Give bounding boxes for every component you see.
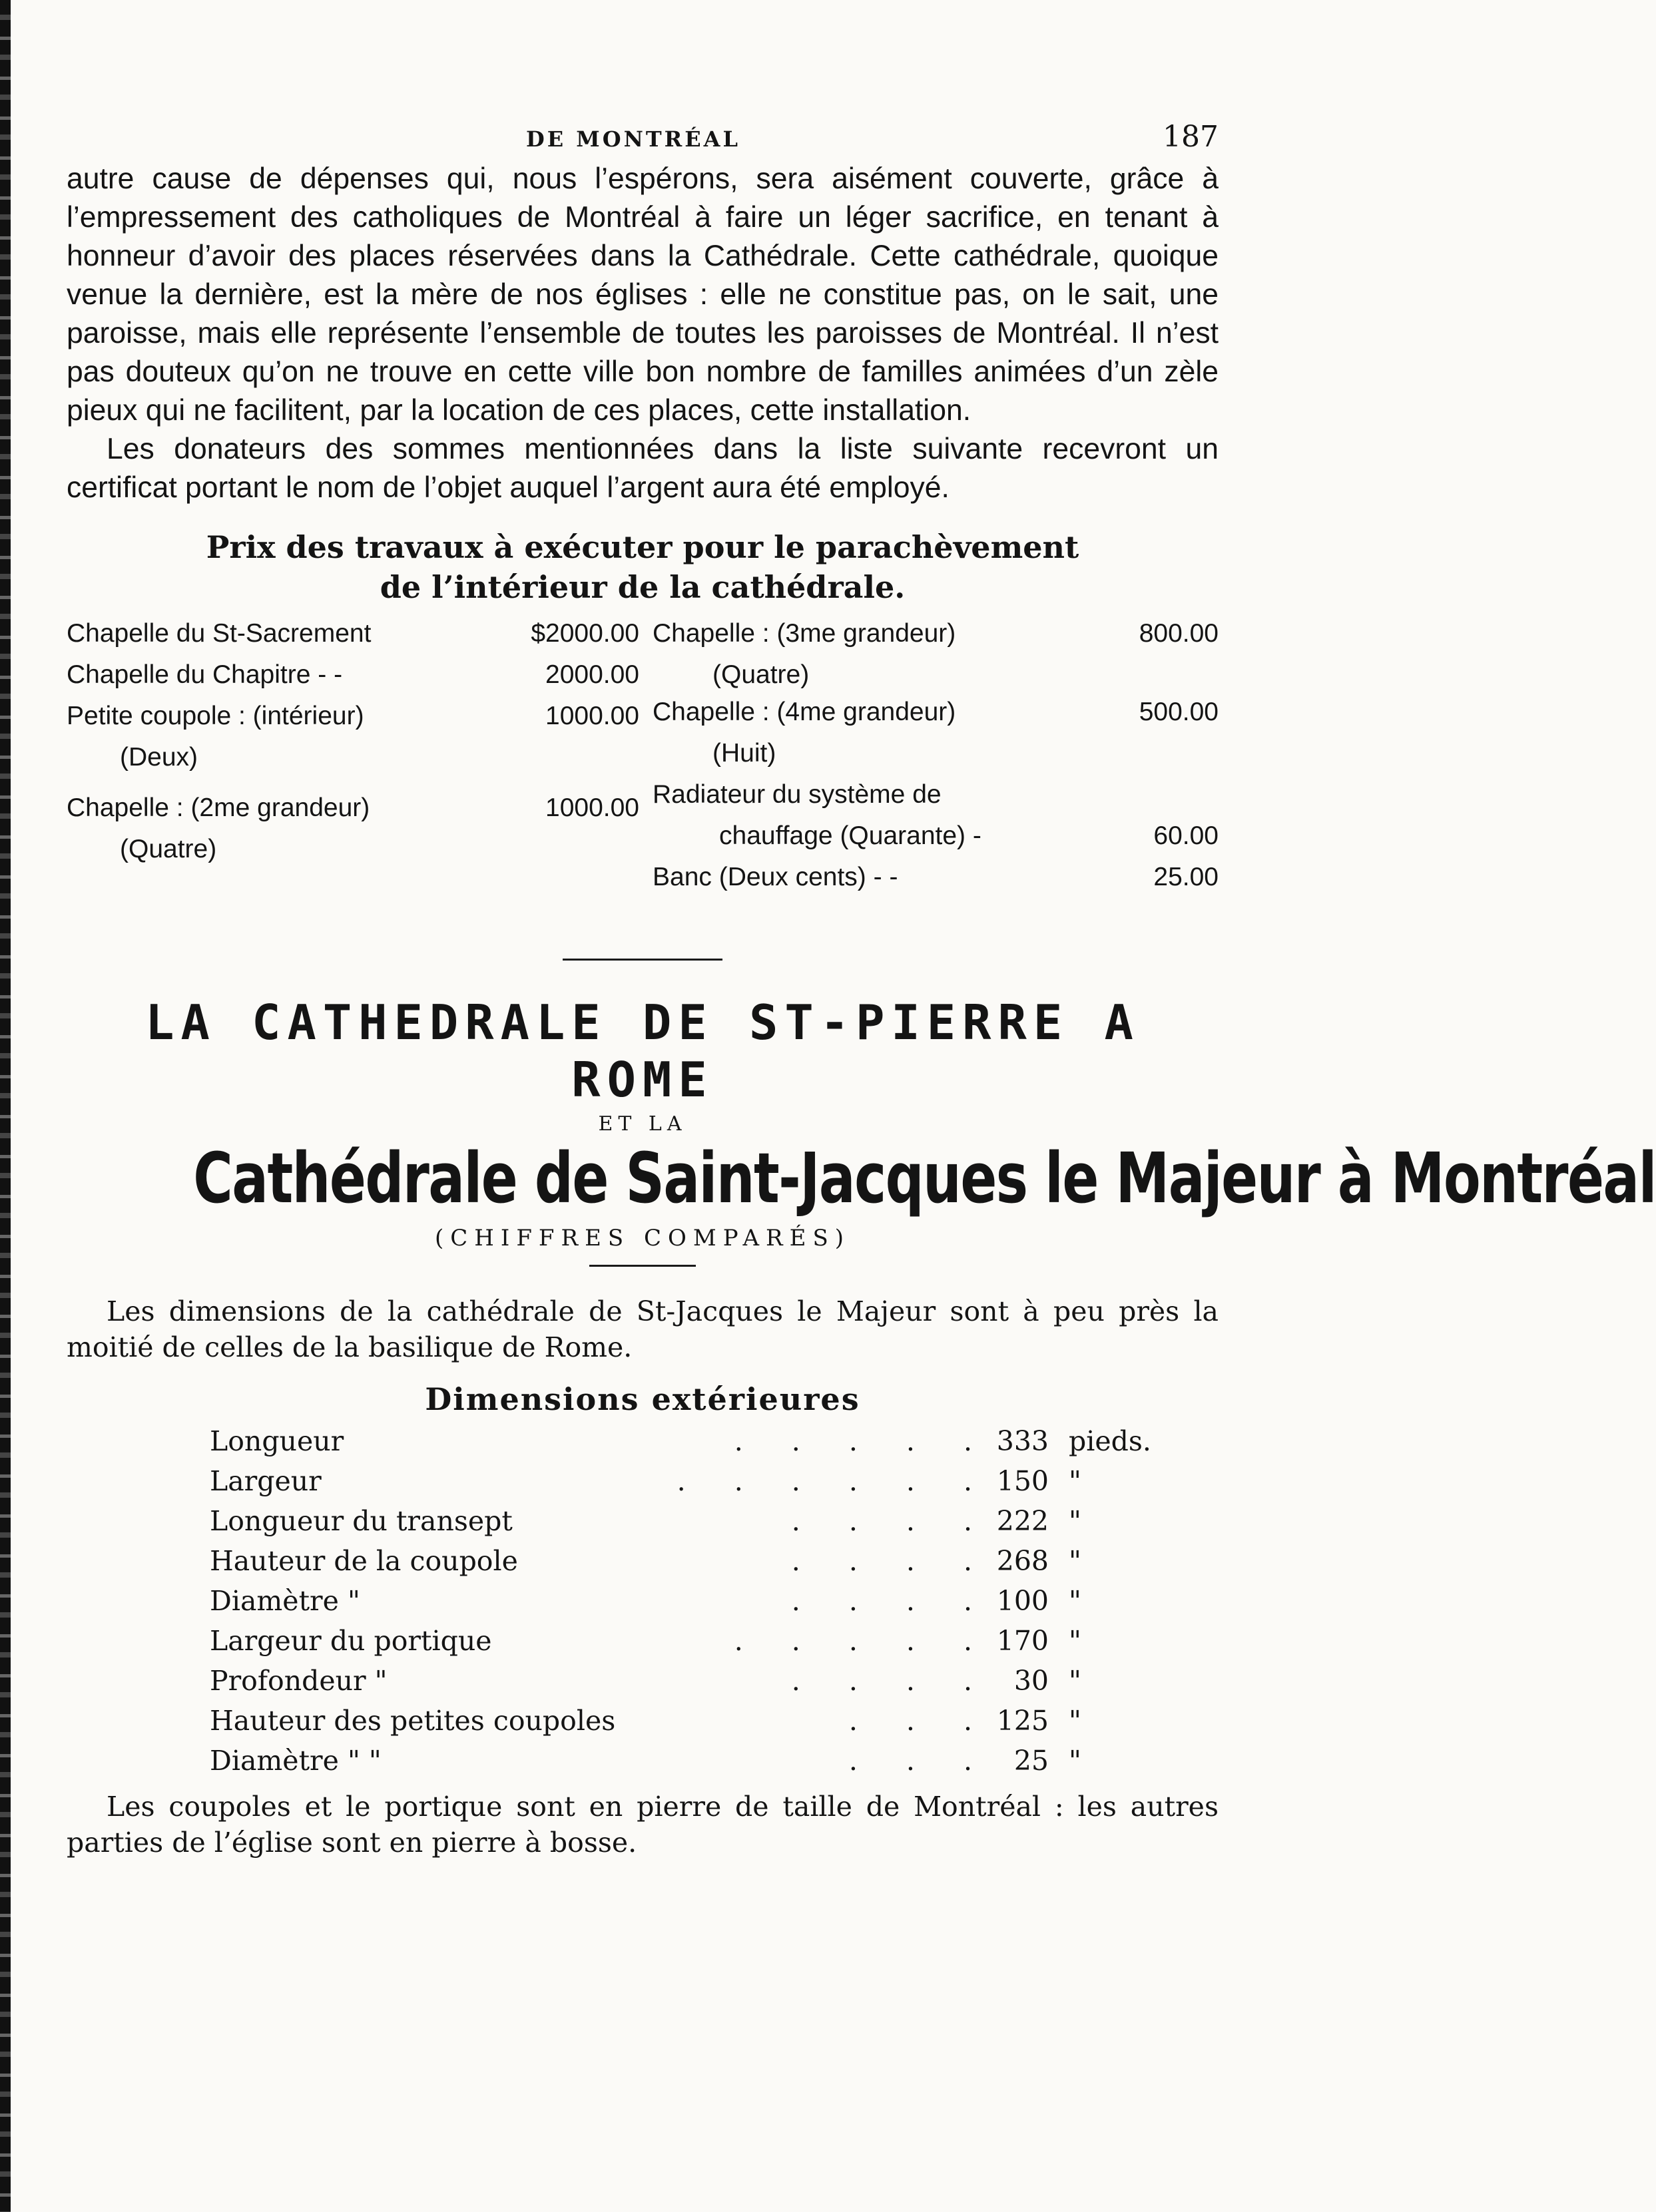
dimension-row	[210, 1705, 1155, 1745]
prix-label: Chapelle : (3me grandeur)	[653, 619, 956, 648]
prix-label: Chapelle : (2me grandeur)	[67, 793, 370, 822]
dimension-leader-dots: . . .	[848, 1705, 992, 1737]
dimension-unit: pieds.	[1069, 1425, 1151, 1457]
dimension-name: Diamètre " "	[210, 1745, 382, 1777]
prix-row	[67, 793, 639, 835]
dimension-unit: "	[1069, 1465, 1081, 1497]
section-divider	[563, 959, 722, 961]
dimension-name: Longueur	[210, 1425, 344, 1457]
dimension-leader-dots: . . .	[848, 1745, 992, 1777]
intro-paragraph-2: Les donateurs des sommes mentionnées dans la liste suivante recevront un certificat portant le nom de l’objet auquel l’argent aura été employé.	[67, 433, 1219, 504]
dimension-name: Hauteur de la coupole	[210, 1545, 518, 1577]
dimension-row	[210, 1665, 1155, 1705]
prix-value: 25.00	[1153, 863, 1219, 891]
dimensions-heading: Dimensions extérieures	[425, 1381, 860, 1417]
dimension-row	[210, 1585, 1155, 1625]
dimension-row	[210, 1545, 1155, 1585]
dimensions-table	[210, 1425, 1155, 1785]
prix-title-line-1: Prix des travaux à exécuter pour le parachèvement	[206, 529, 1079, 565]
dimension-row	[210, 1465, 1155, 1505]
prix-value: 60.00	[1153, 821, 1219, 850]
dimension-row	[210, 1505, 1155, 1545]
dimension-leader-dots: . . . .	[791, 1545, 992, 1577]
dimension-name: Largeur	[210, 1465, 322, 1497]
dimension-leader-dots: . . . . .	[734, 1625, 992, 1657]
prix-label: Chapelle : (4me grandeur)	[653, 698, 956, 726]
prix-row	[67, 702, 639, 743]
running-title: DE MONTRÉAL	[526, 126, 740, 152]
prix-row-note	[653, 739, 1219, 780]
prix-label-continued: chauffage (Quarante) -	[719, 821, 981, 850]
prix-row	[67, 619, 639, 660]
dimension-unit: "	[1069, 1625, 1081, 1657]
dimension-name: Profondeur "	[210, 1665, 388, 1697]
dimension-name: Longueur du transept	[210, 1505, 513, 1537]
prix-row-note	[67, 743, 639, 793]
prix-note: (Quatre)	[712, 660, 810, 689]
dimension-unit: "	[1069, 1545, 1081, 1577]
dimension-name: Hauteur des petites coupoles	[210, 1705, 616, 1737]
book-spine-edge	[0, 0, 11, 2212]
prix-row	[653, 821, 1219, 863]
prix-left-column	[67, 619, 639, 876]
dimension-value: 100	[996, 1585, 1049, 1617]
prix-value: 1000.00	[545, 702, 639, 730]
dimension-value: 170	[996, 1625, 1049, 1657]
dimension-unit: "	[1069, 1705, 1081, 1737]
prix-label: Petite coupole : (intérieur)	[67, 702, 364, 730]
prix-row	[653, 780, 1219, 821]
dimension-value: 333	[996, 1425, 1049, 1457]
intro-paragraph-1: autre cause de dépenses qui, nous l’espérons, sera aisément couverte, grâce à l’empressement des catholiques de Montréal à faire un léger sacrifice, en tenant à honneur d’avoir des places réservées dans la Cathédrale. Cette cathédrale, quoique venue la dernière, est la mère de nos églises : elle ne constitue pas, on le sait, une paroisse, mais elle représente l’ensemble de toutes les paroisses de Montréal. Il n’est pas douteux qu’on ne trouve en cette ville bon nombre de familles animées d’un zèle pieux qui ne facilitent, par la location de ces places, cette installation.	[67, 162, 1219, 427]
comparison-et-la: ET LA	[598, 1112, 687, 1136]
comparison-title: LA CATHEDRALE DE ST-PIERRE A ROME	[145, 995, 1140, 1108]
prix-title-line-2: de l’intérieur de la cathédrale.	[380, 569, 906, 605]
prix-row	[653, 619, 1219, 660]
dimension-value: 30	[1013, 1665, 1049, 1697]
prix-value: 500.00	[1139, 698, 1219, 726]
prix-row	[653, 698, 1219, 739]
dimension-name: Diamètre "	[210, 1585, 360, 1617]
dimension-value: 150	[996, 1465, 1049, 1497]
prix-note: (Huit)	[712, 739, 776, 768]
dimension-value: 222	[996, 1505, 1049, 1537]
prix-row	[67, 660, 639, 702]
dimension-leader-dots: . . . . .	[734, 1425, 992, 1457]
page-number: 187	[1163, 120, 1219, 154]
prix-note: (Deux)	[120, 743, 198, 772]
dimension-row	[210, 1425, 1155, 1465]
prix-label: Chapelle du St-Sacrement	[67, 619, 372, 648]
dimension-value: 25	[1013, 1745, 1049, 1777]
dimension-leader-dots: . . . .	[791, 1585, 992, 1617]
prix-row-note	[67, 835, 639, 876]
prix-label: Radiateur du système de	[653, 780, 942, 809]
dimension-value: 125	[996, 1705, 1049, 1737]
prix-value: $2000.00	[531, 619, 639, 648]
prix-table	[67, 619, 1219, 932]
dimension-unit: "	[1069, 1585, 1081, 1617]
dimension-leader-dots: . . . . . .	[677, 1465, 992, 1497]
prix-label: Chapelle du Chapitre - -	[67, 660, 343, 689]
dimension-unit: "	[1069, 1745, 1081, 1777]
prix-value: 800.00	[1139, 619, 1219, 648]
prix-row	[653, 863, 1219, 904]
prix-note: (Quatre)	[120, 835, 217, 863]
final-paragraph: Les coupoles et le portique sont en pierre de taille de Montréal : les autres parties de l’église sont en pierre à bosse.	[67, 1791, 1219, 1859]
prix-right-column	[653, 619, 1219, 904]
page-header	[67, 100, 1219, 160]
prix-row-note	[653, 660, 1219, 698]
dimension-leader-dots: . . . .	[791, 1505, 992, 1537]
chiffres-compares: (CHIFFRES COMPARÉS)	[434, 1225, 851, 1251]
prix-label: Banc (Deux cents) - -	[653, 863, 898, 891]
dimensions-paragraph: Les dimensions de la cathédrale de St-Jacques le Majeur sont à peu près la moitié de celles de la basilique de Rome.	[67, 1295, 1219, 1363]
page	[67, 100, 1656, 1861]
prix-value: 1000.00	[545, 793, 639, 822]
dimension-leader-dots: . . . .	[791, 1665, 992, 1697]
dimension-row	[210, 1745, 1155, 1785]
prix-title	[67, 527, 1219, 607]
dimension-value: 268	[996, 1545, 1049, 1577]
subtitle-divider	[589, 1265, 696, 1267]
dimension-row	[210, 1625, 1155, 1665]
comparison-subtitle: Cathédrale de Saint-Jacques le Majeur à Montréal	[193, 1138, 1656, 1219]
prix-value: 2000.00	[545, 660, 639, 689]
dimension-name: Largeur du portique	[210, 1625, 492, 1657]
dimension-unit: "	[1069, 1665, 1081, 1697]
dimension-unit: "	[1069, 1505, 1081, 1537]
